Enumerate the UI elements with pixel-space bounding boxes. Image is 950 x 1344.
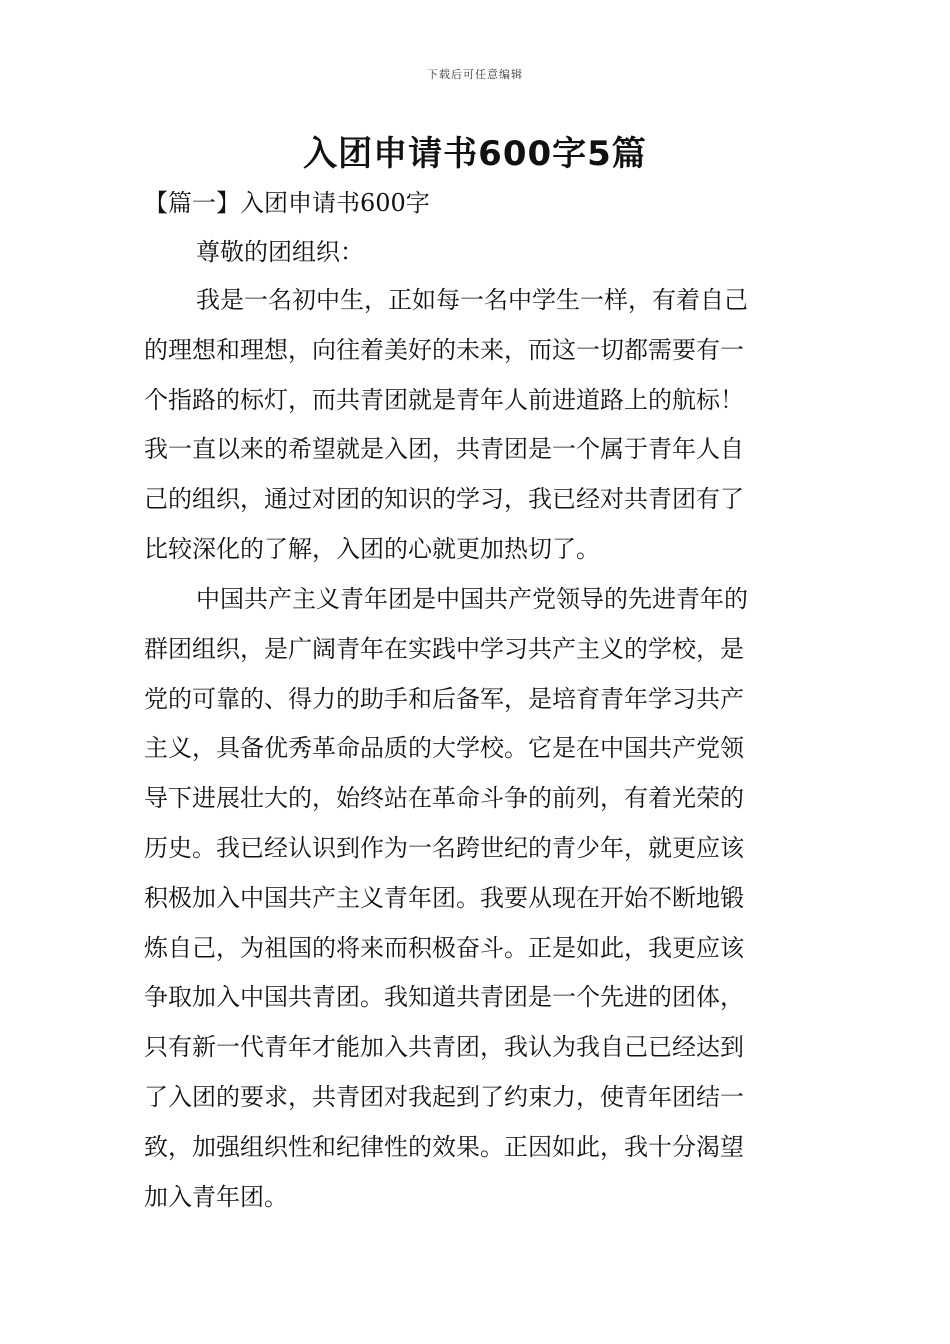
paragraph-line: 群团组织，是广阔青年在实践中学习共产主义的学校，是	[144, 634, 744, 663]
paragraph-line: 了入团的要求，共青团对我起到了约束力，使青年团结一	[144, 1082, 744, 1111]
paragraph-line: 致，加强组织性和纪律性的效果。正因如此，我十分渴望	[144, 1132, 744, 1161]
paragraph-line: 积极加入中国共产主义青年团。我要从现在开始不断地锻	[144, 883, 744, 912]
section-heading: 【篇一】入团申请书600字	[144, 189, 430, 217]
paragraph-line: 中国共产主义青年团是中国共产党领导的先进青年的	[196, 585, 748, 613]
paragraph-line: 争取加入中国共青团。我知道共青团是一个先进的团体，	[144, 983, 744, 1012]
paragraph-line: 个指路的标灯，而共青团就是青年人前进道路上的航标！	[144, 385, 744, 414]
paragraph-line: 我是一名初中生，正如每一名中学生一样，有着自己	[196, 286, 748, 314]
paragraph-line: 历史。我已经认识到作为一名跨世纪的青少年，就更应该	[144, 833, 744, 862]
paragraph-line: 只有新一代青年才能加入共青团，我认为我自己已经达到	[144, 1033, 744, 1062]
paragraph-line: 导下进展壮大的，始终站在革命斗争的前列，有着光荣的	[144, 784, 744, 813]
paragraph-line: 己的组织，通过对团的知识的学习，我已经对共青团有了	[144, 485, 744, 514]
paragraph-line: 的理想和理想，向往着美好的未来，而这一切都需要有一	[144, 335, 744, 364]
document-title: 入团申请书600字5篇	[303, 134, 647, 174]
paragraph-2	[144, 575, 808, 1222]
paragraph-line: 比较深化的了解，入团的心就更加热切了。	[144, 534, 600, 563]
paragraph-line: 炼自己，为祖国的将来而积极奋斗。正是如此，我更应该	[144, 933, 744, 962]
salutation: 尊敬的团组织：	[196, 238, 364, 266]
paragraph-1	[144, 276, 808, 575]
paragraph-line: 加入青年团。	[144, 1182, 288, 1211]
paragraph-line: 党的可靠的、得力的助手和后备军，是培育青年学习共产	[144, 684, 744, 713]
paragraph-line: 我一直以来的希望就是入团，共青团是一个属于青年人自	[144, 435, 744, 464]
paragraph-line: 主义，具备优秀革命品质的大学校。它是在中国共产党领	[144, 734, 744, 763]
header-note: 下载后可任意编辑	[427, 68, 523, 81]
